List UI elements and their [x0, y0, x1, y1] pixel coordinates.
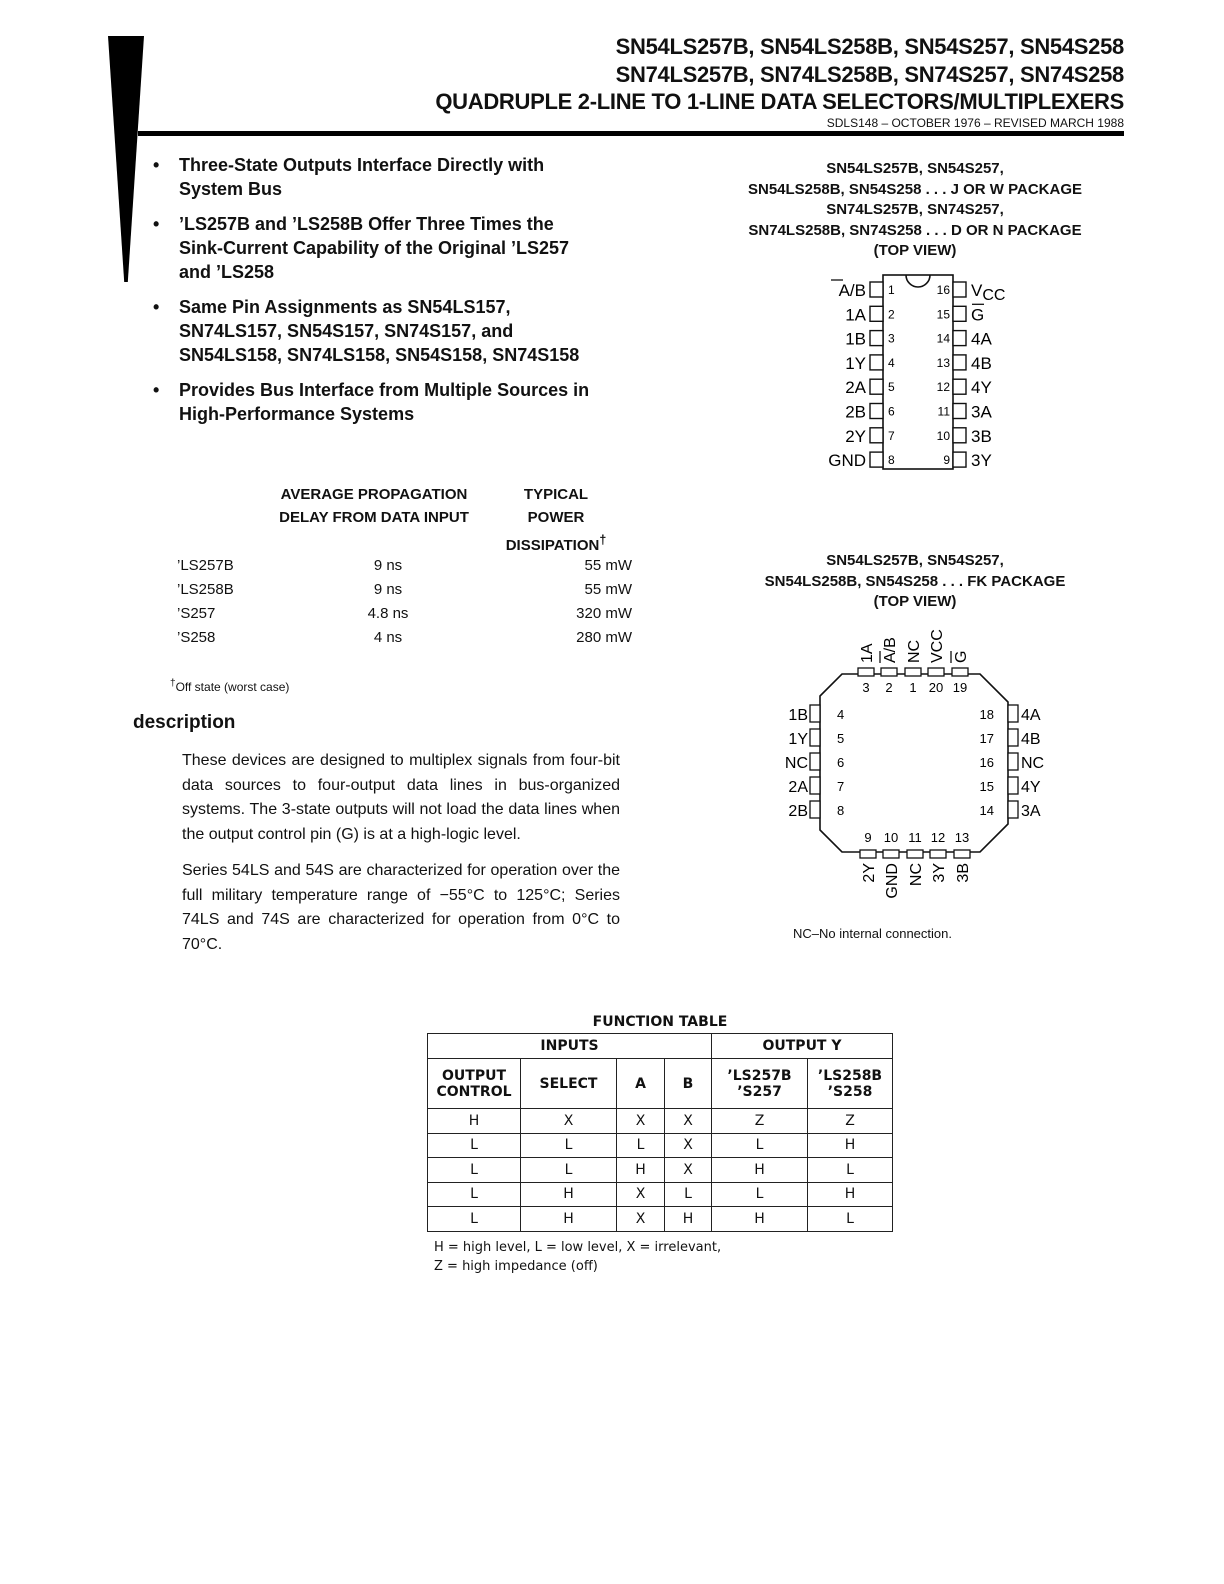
perf-header-power: TYPICAL POWER DISSIPATION† — [505, 486, 607, 554]
dip-pin-label: 3B — [971, 426, 992, 446]
dip-pin-label: 4B — [971, 353, 992, 373]
dip-pin-number: 4 — [888, 355, 895, 370]
fk-pin-box — [905, 668, 921, 676]
dip-pin-label: 4A — [971, 329, 992, 349]
ft-cell: H — [521, 1207, 617, 1232]
fk-pin-number: 8 — [837, 803, 845, 818]
ft-col-select: SELECT — [521, 1059, 617, 1109]
perf-row: ’S258 4 ns 280 mW — [177, 628, 632, 646]
feature-item: • Same Pin Assignments as SN54LS157, SN74LS157, SN54S157, SN74S157, and SN54LS158, SN74LS158, SN54S158, SN74S158 — [153, 297, 580, 365]
ft-cell: X — [617, 1109, 665, 1134]
fk-pin-box — [954, 850, 970, 858]
dip-pin-number: 5 — [888, 380, 895, 395]
ft-col-b: B — [665, 1059, 712, 1109]
fk-pin-number: 3 — [862, 680, 870, 695]
function-table-legend: H = high level, L = low level, X = irrelevant, Z = high impedance (off) — [434, 1240, 722, 1274]
fk-pin-box — [810, 801, 820, 818]
ft-row — [428, 1182, 893, 1207]
feature-item: • ’LS257B and ’LS258B Offer Three Times the Sink-Current Capability of the Original ’LS257 and ’LS258 — [153, 214, 570, 282]
dip-pin-label: A/B — [838, 281, 866, 300]
ft-cell: L — [428, 1182, 521, 1207]
dip-pin-box — [870, 355, 883, 370]
ft-cell: X — [665, 1133, 712, 1158]
fk-pin-number: 9 — [864, 830, 872, 845]
dip-pin-box — [870, 428, 883, 443]
dip-pin-box — [870, 306, 883, 321]
ft-cell: H — [617, 1158, 665, 1183]
fk-pin-box — [1008, 777, 1018, 794]
fk-pin-number: 6 — [837, 755, 845, 770]
dip-pin-box — [870, 331, 883, 346]
bullet-icon: • — [153, 297, 160, 317]
fk-pin-label: 4Y — [1021, 779, 1041, 796]
fk-pin-number: 7 — [837, 779, 845, 794]
dip-pin-label: 1Y — [845, 353, 866, 373]
description-para-2: Series 54LS and 54S are characterized for operation over the full military temperature range of −55°C to 125°C; Series 74LS and 74S are characterized for operation from 0°C to 70°C. — [182, 862, 620, 953]
dip-pin-box — [953, 282, 966, 297]
dip-pin-number: 6 — [888, 404, 895, 419]
dip-pin-number: 2 — [888, 307, 895, 322]
function-table — [427, 1033, 893, 1232]
dip-pin-box — [953, 404, 966, 419]
fk-pin-label: 1B — [788, 707, 808, 724]
fk-pin-label: GND — [884, 863, 901, 899]
fk-pin-label: NC — [906, 639, 923, 663]
dip-pin-number: 12 — [936, 380, 950, 395]
ft-row — [428, 1158, 893, 1183]
fk-pin-label: VCC — [929, 629, 946, 663]
fk-pin-label: G — [953, 650, 970, 663]
fk-pin-box — [952, 668, 968, 676]
ft-cell: Z — [808, 1109, 893, 1134]
ft-cell: L — [428, 1158, 521, 1183]
dip-pin-number: 9 — [943, 453, 950, 468]
dip-pin-number: 7 — [888, 428, 895, 443]
dip-pin-label: 1A — [845, 305, 866, 325]
dip-notch — [906, 275, 930, 287]
fk-pin-number: 17 — [979, 731, 994, 746]
fk-pin-label: 2B — [788, 803, 808, 820]
fk-pin-box — [1008, 753, 1018, 770]
ft-cell: L — [808, 1158, 893, 1183]
perf-table — [177, 553, 662, 649]
dip-pin-label: 2Y — [845, 426, 866, 446]
dip-pin-label: GND — [828, 451, 866, 471]
fk-package-caption: SN54LS257B, SN54S257, SN54LS258B, SN54S258 . . . FK PACKAGE (TOP VIEW) — [764, 552, 1066, 610]
fk-pin-label: 3A — [1021, 803, 1041, 820]
dip-pin-label: 3Y — [971, 451, 992, 471]
header-title: QUADRUPLE 2-LINE TO 1-LINE DATA SELECTORS/MULTIPLEXERS — [435, 89, 1124, 114]
feature-item: • Three-State Outputs Interface Directly with System Bus — [153, 155, 545, 199]
feature-list — [153, 153, 593, 437]
fk-pin-number: 5 — [837, 731, 845, 746]
fk-pin-box — [1008, 705, 1018, 722]
perf-header-delay: AVERAGE PROPAGATION DELAY FROM DATA INPUT — [279, 486, 469, 526]
fk-pin-label: A/B — [882, 637, 899, 663]
header-part-numbers-74: SN74LS257B, SN74LS258B, SN74S257, SN74S258 — [615, 62, 1124, 87]
fk-pin-number: 16 — [979, 755, 994, 770]
ft-col-257: ’LS257B ’S257 — [712, 1059, 808, 1109]
revision-marker-bar — [108, 36, 144, 282]
description-body — [182, 749, 620, 969]
ft-cell: L — [521, 1133, 617, 1158]
dip-pin-box — [953, 306, 966, 321]
feature-item: • Provides Bus Interface from Multiple Sources in High-Performance Systems — [153, 380, 590, 424]
fk-pin-box — [883, 850, 899, 858]
fk-nc-note: NC–No internal connection. — [793, 926, 952, 941]
fk-pin-number: 10 — [883, 830, 899, 845]
ft-cell: H — [665, 1207, 712, 1232]
ft-cell: H — [428, 1109, 521, 1134]
dip-pin-label: 2A — [845, 378, 866, 398]
dip-pin-label: 2B — [845, 402, 866, 422]
ft-cell: L — [712, 1133, 808, 1158]
perf-row: ’LS258B 9 ns 55 mW — [177, 580, 632, 598]
dip-pin-number: 8 — [888, 453, 895, 468]
dip-package-caption: SN54LS257B, SN54S257, SN54LS258B, SN54S258 . . . J OR W PACKAGE SN74LS257B, SN74S257, SN74LS258B, SN74S258 . . . D OR N PACKAGE (TOP VIEW) — [747, 160, 1082, 259]
ft-cell: H — [808, 1133, 893, 1158]
ft-col-output-control: OUTPUT CONTROL — [428, 1059, 521, 1109]
header-part-numbers-54: SN54LS257B, SN54LS258B, SN54S257, SN54S258 — [615, 34, 1124, 59]
fk-pin-box — [860, 850, 876, 858]
fk-pin-label: 4A — [1021, 707, 1041, 724]
ft-cell: X — [665, 1109, 712, 1134]
ft-cell: X — [617, 1182, 665, 1207]
fk-pin-number: 20 — [928, 680, 944, 695]
fk-pin-box — [907, 850, 923, 858]
fk-pin-box — [1008, 729, 1018, 746]
dip-pin-number: 11 — [937, 404, 950, 419]
fk-pin-number: 19 — [952, 680, 968, 695]
fk-pin-label: 4B — [1021, 731, 1041, 748]
dip-pin-label: 4Y — [971, 378, 992, 398]
fk-pin-box — [881, 668, 897, 676]
fk-pin-label: NC — [784, 755, 808, 772]
perf-row: ’S257 4.8 ns 320 mW — [177, 604, 632, 622]
ft-header-output: OUTPUT Y — [712, 1034, 893, 1059]
description-title: description — [133, 712, 236, 733]
ft-cell: L — [521, 1158, 617, 1183]
ft-cell: H — [712, 1207, 808, 1232]
fk-pin-number: 13 — [954, 830, 970, 845]
fk-pin-number: 11 — [908, 830, 922, 845]
ft-cell: H — [521, 1182, 617, 1207]
ft-cell: H — [712, 1158, 808, 1183]
ft-cell: L — [617, 1133, 665, 1158]
dip-pin-label: 1B — [845, 329, 866, 349]
fk-pin-number: 15 — [979, 779, 994, 794]
dip-pin-number: 13 — [936, 355, 950, 370]
ft-cell: L — [665, 1182, 712, 1207]
fk-pin-label: NC — [1021, 755, 1045, 772]
header-rule — [138, 131, 1124, 136]
dip-pin-label: 3A — [971, 402, 992, 422]
ft-cell: L — [428, 1207, 521, 1232]
fk-pin-box — [810, 753, 820, 770]
dip-pin-box — [870, 379, 883, 394]
dip-pin-label: G — [971, 305, 985, 325]
fk-pin-label: 3Y — [931, 863, 948, 883]
dip-pin-box — [953, 452, 966, 467]
fk-pin-box — [810, 777, 820, 794]
fk-pin-label: NC — [908, 863, 925, 887]
fk-pin-box — [858, 668, 874, 676]
ft-cell: Z — [712, 1109, 808, 1134]
ft-cell: L — [428, 1133, 521, 1158]
bullet-icon: • — [153, 214, 160, 234]
dip-pin-box — [870, 282, 883, 297]
perf-row: ’LS257B 9 ns 55 mW — [177, 556, 632, 574]
ft-cell: H — [808, 1182, 893, 1207]
fk-pin-box — [810, 729, 820, 746]
dip-pin-box — [953, 428, 966, 443]
dip-pin-number: 10 — [936, 428, 950, 443]
dip-pin-number: 14 — [936, 331, 950, 346]
dip-pin-label: VCC — [971, 281, 1006, 304]
ft-row — [428, 1133, 893, 1158]
dip-pin-number: 16 — [936, 283, 950, 297]
dip-pin-box — [953, 355, 966, 370]
ft-col-a: A — [617, 1059, 665, 1109]
fk-pin-number: 1 — [909, 680, 917, 695]
fk-pin-number: 4 — [837, 707, 845, 722]
ft-cell: X — [665, 1158, 712, 1183]
function-table-title: FUNCTION TABLE — [592, 1014, 728, 1030]
ft-cell: X — [617, 1207, 665, 1232]
dip-pin-number: 3 — [888, 331, 895, 346]
fk-pin-label: 1A — [859, 643, 876, 663]
ft-row — [428, 1109, 893, 1134]
dip-pin-box — [953, 379, 966, 394]
fk-pin-number: 12 — [930, 830, 946, 845]
bullet-icon: • — [153, 380, 160, 400]
fk-pin-box — [928, 668, 944, 676]
ft-cell: L — [808, 1207, 893, 1232]
ft-header-inputs: INPUTS — [428, 1034, 712, 1059]
fk-pin-label: 3B — [955, 863, 972, 883]
fk-pin-label: 1Y — [788, 731, 808, 748]
dip-pin-number: 15 — [936, 307, 950, 322]
ft-cell: L — [712, 1182, 808, 1207]
description-para-1: These devices are designed to multiplex signals from four-bit data sources to four-output data lines in bus-organized systems. The 3-state outputs will not load the data lines when the output control pin (G) is at a high-logic level. — [182, 752, 620, 843]
bullet-icon: • — [153, 155, 160, 175]
fk-pin-number: 18 — [979, 707, 994, 722]
fk-pin-box — [1008, 801, 1018, 818]
ft-cell: X — [521, 1109, 617, 1134]
fk-pin-box — [810, 705, 820, 722]
dip-pin-number: 1 — [888, 283, 895, 297]
fk-pin-label: 2A — [788, 779, 808, 796]
fk-pin-box — [930, 850, 946, 858]
ft-col-258: ’LS258B ’S258 — [808, 1059, 893, 1109]
perf-footnote: †Off state (worst case) — [170, 678, 290, 694]
fk-pin-number: 14 — [979, 803, 994, 818]
dip-pin-box — [870, 404, 883, 419]
document-id: SDLS148 – OCTOBER 1976 – REVISED MARCH 1988 — [826, 116, 1124, 130]
ft-row — [428, 1207, 893, 1232]
dip-pinout-diagram — [800, 270, 1060, 475]
fk-pin-label: 2Y — [861, 863, 878, 883]
fk-pinout-diagram — [780, 618, 1080, 910]
dip-pin-box — [953, 331, 966, 346]
fk-pin-number: 2 — [885, 680, 893, 695]
dip-pin-box — [870, 452, 883, 467]
